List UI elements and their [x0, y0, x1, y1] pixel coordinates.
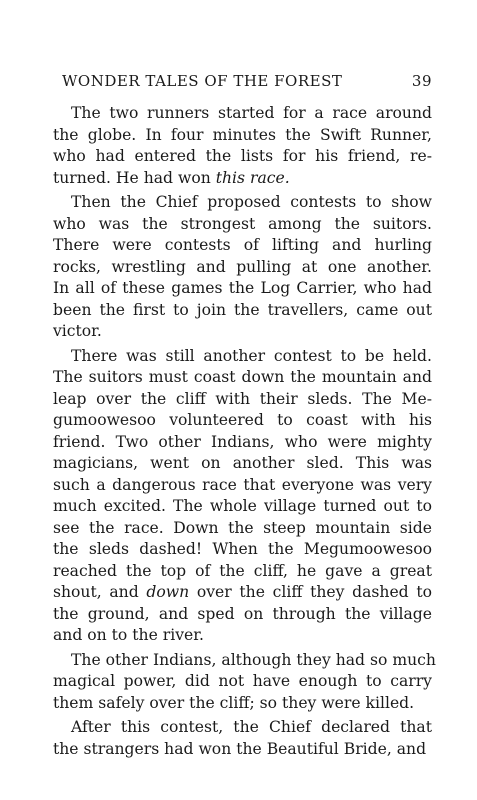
text-line [53, 496, 432, 518]
text-run: who was the strongest among the suitors. [53, 214, 432, 233]
text-line [53, 125, 432, 147]
running-head [62, 72, 432, 90]
text-line [53, 604, 432, 626]
page-number: 39 [411, 72, 432, 90]
text-run: the strangers had won the Beautiful Bride, and [53, 739, 427, 758]
text-run: turned. He had won [53, 168, 216, 187]
text-run: The other Indians, although they had so much [71, 650, 436, 669]
text-run: the globe. In four minutes the Swift Runner, [53, 125, 432, 144]
paragraph [53, 103, 432, 189]
text-run: magicians, went on another sled. This was [53, 454, 432, 472]
text-line [53, 192, 432, 214]
text-line [53, 257, 432, 279]
text-run: them safely over the cliff; so they were killed. [53, 693, 415, 712]
text-line [53, 739, 432, 761]
text-run: shout, and [53, 583, 147, 601]
text-run: been the first to join the travellers, came out [53, 300, 432, 319]
text-run: The two runners started for a race around [71, 104, 432, 122]
text-line [53, 717, 432, 739]
text-line [53, 367, 432, 389]
text-run: the sleds dashed! When the Megumoowesoo [53, 540, 432, 558]
text-run: gumoowesoo volunteered to coast with his [53, 411, 432, 429]
text-run: magical power, did not have enough to carry [53, 672, 432, 690]
text-line [53, 582, 432, 604]
text-line [53, 432, 432, 454]
italic-text: this race. [215, 168, 290, 187]
text-run: over the cliff they dashed to [189, 583, 432, 601]
text-run: There were contests of lifting and hurling [53, 236, 432, 254]
text-line [53, 235, 432, 257]
text-line [53, 321, 432, 343]
text-run: After this contest, the Chief declared that [71, 718, 432, 736]
italic-text: down [146, 583, 190, 601]
text-line [53, 168, 432, 190]
text-line [53, 625, 432, 647]
text-run: In all of these games the Log Carrier, who had [53, 279, 432, 297]
text-line [53, 278, 432, 300]
text-line [53, 561, 432, 583]
text-line [53, 453, 432, 475]
text-run: see the race. Down the steep mountain side [53, 518, 432, 537]
running-title: WONDER TALES OF THE FOREST [62, 72, 343, 90]
text-line [53, 671, 432, 693]
text-run: leap over the cliff with their sleds. The Me- [53, 389, 432, 408]
text-run: friend. Two other Indians, who were mighty [53, 432, 432, 451]
text-line [53, 300, 432, 322]
text-run: who had entered the lists for his friend, re- [53, 147, 432, 165]
paragraph [53, 346, 432, 647]
text-run: the ground, and sped on through the village [53, 604, 432, 623]
text-line [53, 693, 432, 715]
paragraph [53, 650, 436, 715]
text-line [53, 518, 432, 540]
text-run: The suitors must coast down the mountain and [53, 368, 432, 386]
text-run: There was still another contest to be held. [71, 346, 432, 365]
text-run: such a dangerous race that everyone was very [53, 475, 432, 494]
text-line [53, 475, 432, 497]
text-line [53, 214, 432, 236]
text-line [53, 539, 432, 561]
text-line [53, 389, 432, 411]
paragraph [53, 717, 432, 760]
text-run: much excited. The whole village turned out to [53, 497, 432, 515]
text-run: rocks, wrestling and pulling at one another. [53, 257, 432, 276]
text-line [53, 146, 432, 168]
paragraph [53, 192, 432, 343]
text-line [53, 346, 432, 368]
text-run: reached the top of the cliff, he gave a great [53, 561, 432, 580]
text-line [53, 103, 432, 125]
text-line [53, 650, 436, 672]
text-run: and on to the river. [53, 626, 204, 644]
text-run: Then the Chief proposed contests to show [71, 193, 432, 211]
body-text [53, 103, 436, 760]
text-run: victor. [53, 322, 102, 340]
text-line [53, 410, 432, 432]
